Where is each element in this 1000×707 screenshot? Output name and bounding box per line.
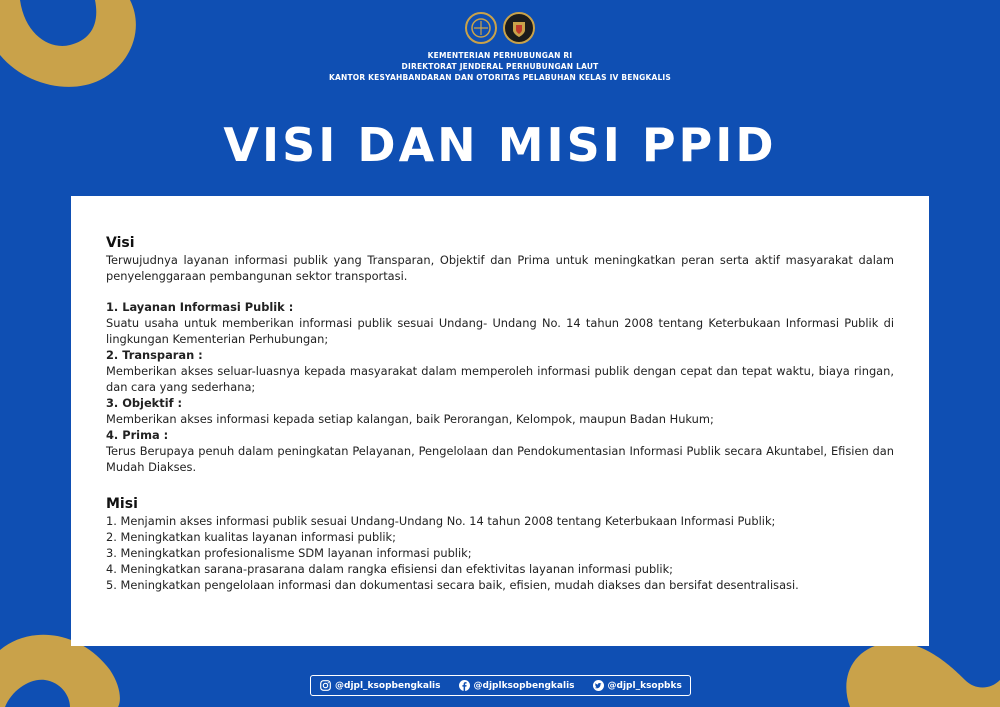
misi-item: 3. Meningkatkan profesionalisme SDM layanan informasi publik; [106,546,472,560]
content-card [71,196,929,646]
instagram-link[interactable] [311,676,450,695]
visi-heading: Visi [106,235,135,251]
instagram-icon [320,680,331,691]
visi-item-title: 4. Prima : [106,428,169,442]
visi-text: Terwujudnya layanan informasi publik yang Transparan, Objektif dan Prima untuk meningkatkan peran serta aktif masyarakat dalam penyelenggaraan pembangunan sektor transportasi. [106,253,894,283]
logo-group [0,12,1000,50]
visi-item-title: 1. Layanan Informasi Publik : [106,300,294,314]
facebook-handle: @djplksopbengkalis [473,680,575,691]
misi-item: 5. Meningkatkan pengelolaan informasi dan dokumentasi secara baik, efisien, mudah diakses dan bersifat desentralisasi. [106,578,799,592]
twitter-handle: @djpl_ksopbks [607,680,682,691]
visi-item-title: 3. Objektif : [106,396,183,410]
misi-item: 1. Menjamin akses informasi publik sesuai Undang-Undang No. 14 tahun 2008 tentang Keterbukaan Informasi Publik; [106,514,776,528]
misi-item: 4. Meningkatkan sarana-prasarana dalam rangka efisiensi dan efektivitas layanan informasi publik; [106,562,674,576]
spacer [106,284,894,299]
instagram-handle: @djpl_ksopbengkalis [335,680,441,691]
facebook-icon [459,680,470,691]
social-footer [310,675,691,696]
ksop-logo-icon [503,12,535,44]
org-line-3: KANTOR KESYAHBANDARAN DAN OTORITAS PELABUHAN KELAS IV BENGKALIS [328,73,672,82]
twitter-icon [593,680,604,691]
ministry-logo-icon [465,12,497,44]
misi-item: 2. Meningkatkan kualitas layanan informasi publik; [106,530,396,544]
facebook-link[interactable] [450,676,584,695]
misi-heading: Misi [106,496,138,512]
page-title: VISI DAN MISI PPID [223,118,777,172]
visi-item-text: Memberikan akses informasi kepada setiap kalangan, baik Perorangan, Kelompok, maupun Badan Hukum; [106,412,714,426]
header [0,12,1000,83]
visi-item-text: Terus Berupaya penuh dalam peningkatan Pelayanan, Pengelolaan dan Pendokumentasian Informasi Publik secara Akuntabel, Efisien dan Mudah Diakses. [106,444,894,474]
org-line-1: KEMENTERIAN PERHUBUNGAN RI [427,51,573,60]
org-line-2: DIREKTORAT JENDERAL PERHUBUNGAN LAUT [401,62,599,71]
visi-item-text: Suatu usaha untuk memberikan informasi publik sesuai Undang- Undang No. 14 tahun 2008 tentang Keterbukaan Informasi Publik di lingkungan Kementerian Perhubungan; [106,316,894,346]
twitter-link[interactable] [584,676,691,695]
visi-item-title: 2. Transparan : [106,348,203,362]
visi-item-text: Memberikan akses seluar-luasnya kepada masyarakat dalam memperoleh informasi publik dengan cepat dan tepat waktu, biaya ringan, dan cara yang sederhana; [106,364,894,394]
